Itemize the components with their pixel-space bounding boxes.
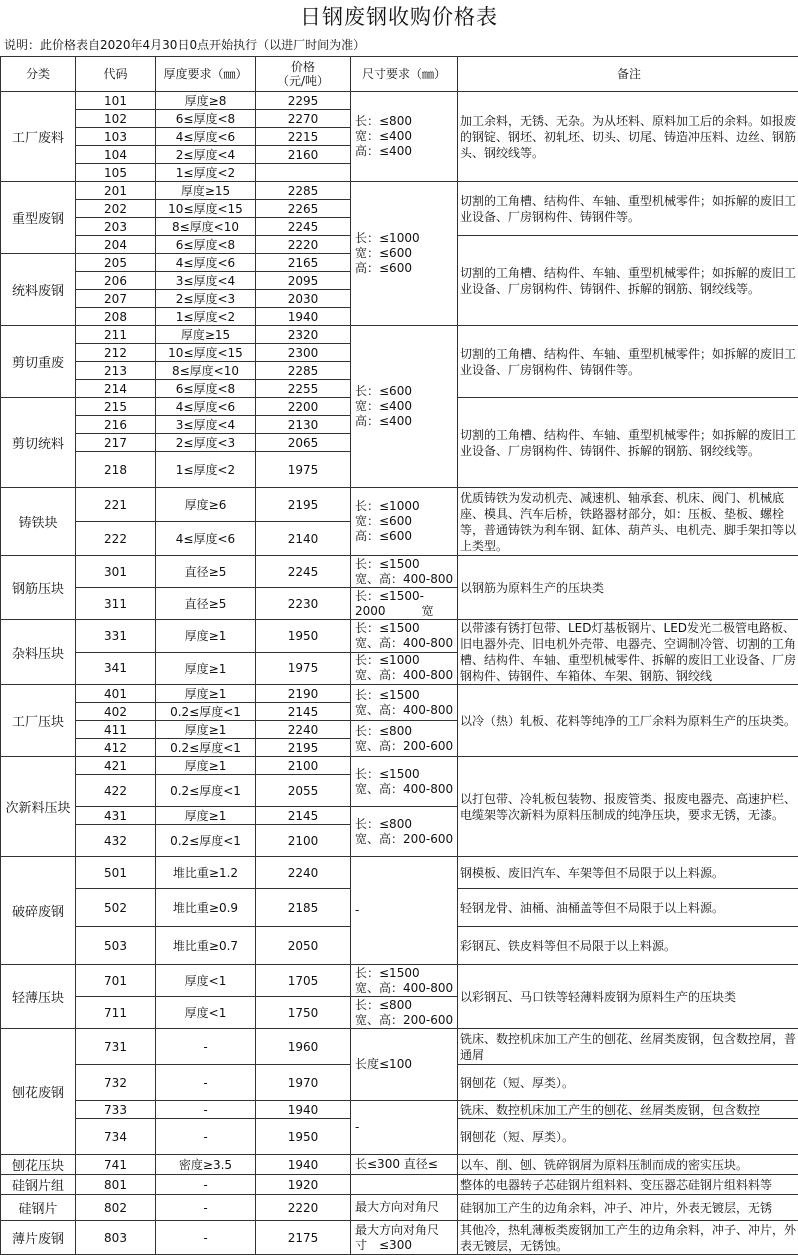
thickness-cell: 1≤厚度<2 [156,308,256,326]
header-code: 代码 [76,57,156,92]
size-cell: 长：≤800 宽、高：200-600 [351,997,458,1029]
price-cell: 1975 [256,452,351,488]
code-cell: 501 [76,857,156,889]
thickness-cell: 厚度≥1 [156,620,256,653]
code-cell: 206 [76,272,156,290]
thickness-cell: 2≤厚度<3 [156,434,256,452]
thickness-cell: 密度≥3.5 [156,1155,256,1175]
code-cell: 731 [76,1029,156,1065]
code-cell: 213 [76,362,156,380]
category-cell: 工厂压块 [1,685,76,757]
price-cell: 1970 [256,1065,351,1101]
price-cell: 2285 [256,182,351,200]
table-row [1,620,798,653]
code-cell: 801 [76,1175,156,1195]
price-table [0,56,798,1255]
note-cell: 切割的工角槽、结构件、车轴、重型机械零件；如拆解的废旧工业设备、厂房钢构件、铸钢件等。 [458,326,798,398]
price-cell: 2230 [256,588,351,620]
note-cell: 彩钢瓦、铁皮料等但不局限于以上料源。 [458,927,798,965]
code-cell: 431 [76,807,156,825]
code-cell: 215 [76,398,156,416]
thickness-cell: 2≤厚度<3 [156,290,256,308]
category-cell: 工厂废料 [1,92,76,182]
size-cell: 长度≤100 [351,1029,458,1101]
price-cell: 1940 [256,308,351,326]
table-row [1,556,798,588]
price-cell: 2270 [256,110,351,128]
code-cell: 311 [76,588,156,620]
note-cell: 以车、削、刨、铣碎钢屑为原料压制而成的密实压块。 [458,1155,798,1175]
code-cell: 218 [76,452,156,488]
size-cell: 长：≤1500 宽、高：400-800 [351,620,458,653]
thickness-cell: 厚度≥8 [156,92,256,110]
price-table-wrapper [0,56,798,1255]
table-row [1,1221,798,1255]
thickness-cell: 堆比重≥1.2 [156,857,256,889]
thickness-cell: 0.2≤厚度<1 [156,703,256,721]
note-cell: 切割的工角槽、结构件、车轴、重型机械零件；如拆解的废旧工业设备、厂房钢构件、铸钢件等。 [458,182,798,236]
page-title: 日钢废钢收购价格表 [0,0,798,34]
code-cell: 412 [76,739,156,757]
code-cell: 211 [76,326,156,344]
note-cell: 优质铸铁为发动机壳、减速机、轴承套、机床、阀门、机械底座、模具、汽车后桥，铁路器材部分，如：压板、垫板、螺栓等，普通铸铁为利车钢、缸体、葫芦头、电机壳、脚手架扣等以上类型。 [458,488,798,556]
price-cell: 1950 [256,1119,351,1155]
size-cell: - [351,857,458,965]
code-cell: 503 [76,927,156,965]
thickness-cell: 厚度≥1 [156,652,256,685]
thickness-cell: 厚度≥15 [156,182,256,200]
price-cell: 2195 [256,488,351,522]
price-cell: 1705 [256,965,351,997]
price-cell: 2285 [256,362,351,380]
price-cell: 2240 [256,721,351,739]
code-cell: 208 [76,308,156,326]
thickness-cell: 3≤厚度<4 [156,272,256,290]
category-cell: 刨花压块 [1,1155,76,1175]
note-cell: 切割的工角槽、结构件、车轴、重型机械零件；如拆解的废旧工业设备、厂房钢构件、铸钢件、拆解的钢筋、钢绞线等。 [458,236,798,326]
thickness-cell: 厚度≥1 [156,685,256,703]
code-cell: 202 [76,200,156,218]
thickness-cell: 直径≥5 [156,556,256,588]
code-cell: 401 [76,685,156,703]
price-cell: 2300 [256,344,351,362]
code-cell: 217 [76,434,156,452]
price-cell: 2245 [256,556,351,588]
price-cell: 2265 [256,200,351,218]
thickness-cell: 堆比重≥0.7 [156,927,256,965]
thickness-cell: 厚度≥1 [156,757,256,775]
thickness-cell: 3≤厚度<4 [156,416,256,434]
thickness-cell: 厚度≥6 [156,488,256,522]
note-cell: 铣床、数控机床加工产生的刨花、丝屑类废钢，包含数控屑，普通屑 [458,1029,798,1065]
price-cell: 2145 [256,807,351,825]
code-cell: 207 [76,290,156,308]
size-cell: 长：≤800 宽：≤400 高：≤400 [351,92,458,182]
size-cell: 长：≤1500 宽、高：400-800 [351,685,458,721]
note-cell: 钢刨花（短、厚类）。 [458,1119,798,1155]
table-row [1,1029,798,1065]
price-cell: 2055 [256,775,351,807]
price-cell: 2100 [256,825,351,857]
code-cell: 432 [76,825,156,857]
price-cell: 2190 [256,685,351,703]
code-cell: 205 [76,254,156,272]
category-cell: 铸铁块 [1,488,76,556]
thickness-cell: - [156,1065,256,1101]
price-cell: 2065 [256,434,351,452]
table-row [1,1155,798,1175]
note-cell: 其他冷，热轧薄板类废钢加工产生的边角余料，冲子、冲片，外表无镀层，无锈蚀。 [458,1221,798,1255]
category-cell: 刨花废钢 [1,1029,76,1155]
price-cell: 2130 [256,416,351,434]
code-cell: 102 [76,110,156,128]
size-cell: 长：≤600 宽：≤400 高：≤400 [351,326,458,488]
table-row [1,182,798,200]
thickness-cell: 1≤厚度<2 [156,452,256,488]
thickness-cell: 厚度≥1 [156,807,256,825]
price-cell: 2255 [256,380,351,398]
code-cell: 203 [76,218,156,236]
thickness-cell: 10≤厚度<15 [156,344,256,362]
note-cell: 加工余料，无锈、无杂。为从坯料、原料加工后的余料。如报废的钢锭、钢坯、初轧坯、切头、切尾、铸造冲压料、边丝、钢筋头、钢绞线等。 [458,92,798,182]
thickness-cell: 厚度≥1 [156,721,256,739]
price-cell: 2215 [256,128,351,146]
price-cell: 2240 [256,857,351,889]
header-category: 分类 [1,57,76,92]
size-cell: 长：≤1500 宽、高：400-800 [351,556,458,588]
table-row [1,965,798,997]
table-row [1,1195,798,1221]
thickness-cell: 4≤厚度<6 [156,522,256,556]
size-cell: 长：≤1500 宽、高：400-800 [351,757,458,807]
thickness-cell: 1≤厚度<2 [156,164,256,182]
thickness-cell: - [156,1119,256,1155]
price-cell: 1750 [256,997,351,1029]
size-cell: - [351,1101,458,1155]
price-cell: 2220 [256,236,351,254]
note-cell: 轻钢龙骨、油桶、油桶盖等但不局限于以上料源。 [458,889,798,927]
note-cell: 钢刨花（短、厚类）。 [458,1065,798,1101]
category-cell: 破碎废钢 [1,857,76,965]
code-cell: 201 [76,182,156,200]
code-cell: 421 [76,757,156,775]
code-cell: 221 [76,488,156,522]
code-cell: 212 [76,344,156,362]
price-cell: 2295 [256,92,351,110]
category-cell: 硅钢片 [1,1195,76,1221]
price-cell: 2245 [256,218,351,236]
note-cell: 以钢筋为原料生产的压块类 [458,556,798,620]
price-cell: 2200 [256,398,351,416]
code-cell: 802 [76,1195,156,1221]
code-cell: 422 [76,775,156,807]
thickness-cell: - [156,1195,256,1221]
code-cell: 105 [76,164,156,182]
thickness-cell: 6≤厚度<8 [156,110,256,128]
category-cell: 重型废钢 [1,182,76,254]
size-cell: 长：≤1500- 2000 宽 [351,588,458,620]
table-row [1,488,798,522]
note-cell: 硅钢加工产生的边角余料，冲子、冲片，外表无镀层，无锈 [458,1195,798,1221]
price-cell: 2095 [256,272,351,290]
table-row [1,1175,798,1195]
table-row [1,92,798,110]
code-cell: 103 [76,128,156,146]
thickness-cell: 4≤厚度<6 [156,398,256,416]
note-cell: 以冷（热）轧板、花料等纯净的工厂余料为原料生产的压块类。 [458,685,798,757]
table-row [1,326,798,344]
table-row [1,857,798,889]
category-cell: 杂料压块 [1,620,76,685]
code-cell: 216 [76,416,156,434]
category-cell: 剪切统料 [1,398,76,488]
price-cell: 2100 [256,757,351,775]
thickness-cell: 10≤厚度<15 [156,200,256,218]
thickness-cell: - [156,1029,256,1065]
price-cell: 1975 [256,652,351,685]
thickness-cell: - [156,1221,256,1255]
note-cell: 整体的电器转子芯硅钢片组料料、变压器芯硅钢片组料料等 [458,1175,798,1195]
price-cell: 2030 [256,290,351,308]
code-cell: 711 [76,997,156,1029]
code-cell: 741 [76,1155,156,1175]
price-cell: 1940 [256,1155,351,1175]
thickness-cell: 2≤厚度<4 [156,146,256,164]
code-cell: 331 [76,620,156,653]
code-cell: 222 [76,522,156,556]
header-thickness: 厚度要求（㎜） [156,57,256,92]
price-cell: 2320 [256,326,351,344]
price-cell: 2165 [256,254,351,272]
category-cell: 硅钢片组 [1,1175,76,1195]
table-row [1,1101,798,1119]
price-cell: 2160 [256,146,351,164]
size-cell: 最大方向对角尺 寸 ≤300 [351,1221,458,1255]
code-cell: 502 [76,889,156,927]
price-cell: 2050 [256,927,351,965]
code-cell: 214 [76,380,156,398]
code-cell: 104 [76,146,156,164]
category-cell: 薄片废钢 [1,1221,76,1255]
thickness-cell: 厚度≥15 [156,326,256,344]
note-cell: 以带漆有锈打包带、LED灯基板钢片、LED发光二极管电路板、旧电器外壳、旧电机外壳带、电器壳、空调制冷管、切割的工角槽、结构件、车轴、重型机械零件、拆解的废旧工业设备、厂房钢构件、铸钢件、车箱体、车架、钢筋、钢绞线 [458,620,798,685]
code-cell: 734 [76,1119,156,1155]
thickness-cell: 4≤厚度<6 [156,128,256,146]
code-cell: 732 [76,1065,156,1101]
size-cell: 最大方向对角尺 [351,1195,458,1221]
thickness-cell: 堆比重≥0.9 [156,889,256,927]
price-cell: 2185 [256,889,351,927]
price-cell: 2140 [256,522,351,556]
thickness-cell: 6≤厚度<8 [156,380,256,398]
price-cell [256,164,351,182]
category-cell: 统料废钢 [1,254,76,326]
code-cell: 341 [76,652,156,685]
code-cell: 301 [76,556,156,588]
thickness-cell: 0.2≤厚度<1 [156,775,256,807]
thickness-cell: 0.2≤厚度<1 [156,739,256,757]
note-cell: 铣床、数控机床加工产生的刨花、丝屑类废钢，包含数控 [458,1101,798,1119]
price-description: 说明：此价格表自2020年4月30日0点开始执行（以进厂时间为准） [4,34,365,56]
size-cell [351,1175,458,1195]
note-cell: 以彩钢瓦、马口铁等轻薄料废钢为原料生产的压块类 [458,965,798,1029]
code-cell: 733 [76,1101,156,1119]
thickness-cell: - [156,1101,256,1119]
thickness-cell: - [156,1175,256,1195]
size-cell: 长：≤800 宽、高：200-600 [351,807,458,857]
thickness-cell: 8≤厚度<10 [156,362,256,380]
size-cell: 长：≤1000 宽：≤600 高：≤600 [351,488,458,556]
price-cell: 1960 [256,1029,351,1065]
size-cell: 长：≤1000 宽：≤600 高：≤600 [351,182,458,326]
price-cell: 1940 [256,1101,351,1119]
price-cell: 1950 [256,620,351,653]
code-cell: 402 [76,703,156,721]
category-cell: 钢筋压块 [1,556,76,620]
code-cell: 204 [76,236,156,254]
price-cell: 2195 [256,739,351,757]
thickness-cell: 6≤厚度<8 [156,236,256,254]
code-cell: 803 [76,1221,156,1255]
table-header-row [1,57,798,92]
category-cell: 剪切重废 [1,326,76,398]
header-notes: 备注 [458,57,798,92]
price-cell: 2220 [256,1195,351,1221]
category-cell: 次新料压块 [1,757,76,857]
code-cell: 701 [76,965,156,997]
thickness-cell: 0.2≤厚度<1 [156,825,256,857]
code-cell: 411 [76,721,156,739]
table-row [1,685,798,703]
table-row [1,757,798,775]
price-cell: 2145 [256,703,351,721]
note-cell: 切割的工角槽、结构件、车轴、重型机械零件；如拆解的废旧工业设备、厂房钢构件、铸钢件、拆解的钢筋、钢绞线等。 [458,398,798,488]
thickness-cell: 厚度<1 [156,965,256,997]
header-size: 尺寸要求（㎜） [351,57,458,92]
thickness-cell: 4≤厚度<6 [156,254,256,272]
thickness-cell: 8≤厚度<10 [156,218,256,236]
thickness-cell: 直径≥5 [156,588,256,620]
code-cell: 101 [76,92,156,110]
size-cell: 长：≤800 宽、高：200-600 [351,721,458,757]
category-cell: 轻薄压块 [1,965,76,1029]
size-cell: 长≤300 直径≤ [351,1155,458,1175]
size-cell: 长：≤1500 宽、高：400-800 [351,965,458,997]
thickness-cell: 厚度<1 [156,997,256,1029]
header-price: 价格 （元/吨） [256,57,351,92]
note-cell: 以打包带、冷轧板包装物、报废管类、报废电器壳、高速护栏、电缆架等次新料为原料压制成的纯净压块，要求无锈，无漆。 [458,757,798,857]
size-cell: 长：≤1000 宽、高：400-800 [351,652,458,685]
price-cell: 2175 [256,1221,351,1255]
price-cell: 1920 [256,1175,351,1195]
note-cell: 钢模板、废旧汽车、车架等但不局限于以上料源。 [458,857,798,889]
